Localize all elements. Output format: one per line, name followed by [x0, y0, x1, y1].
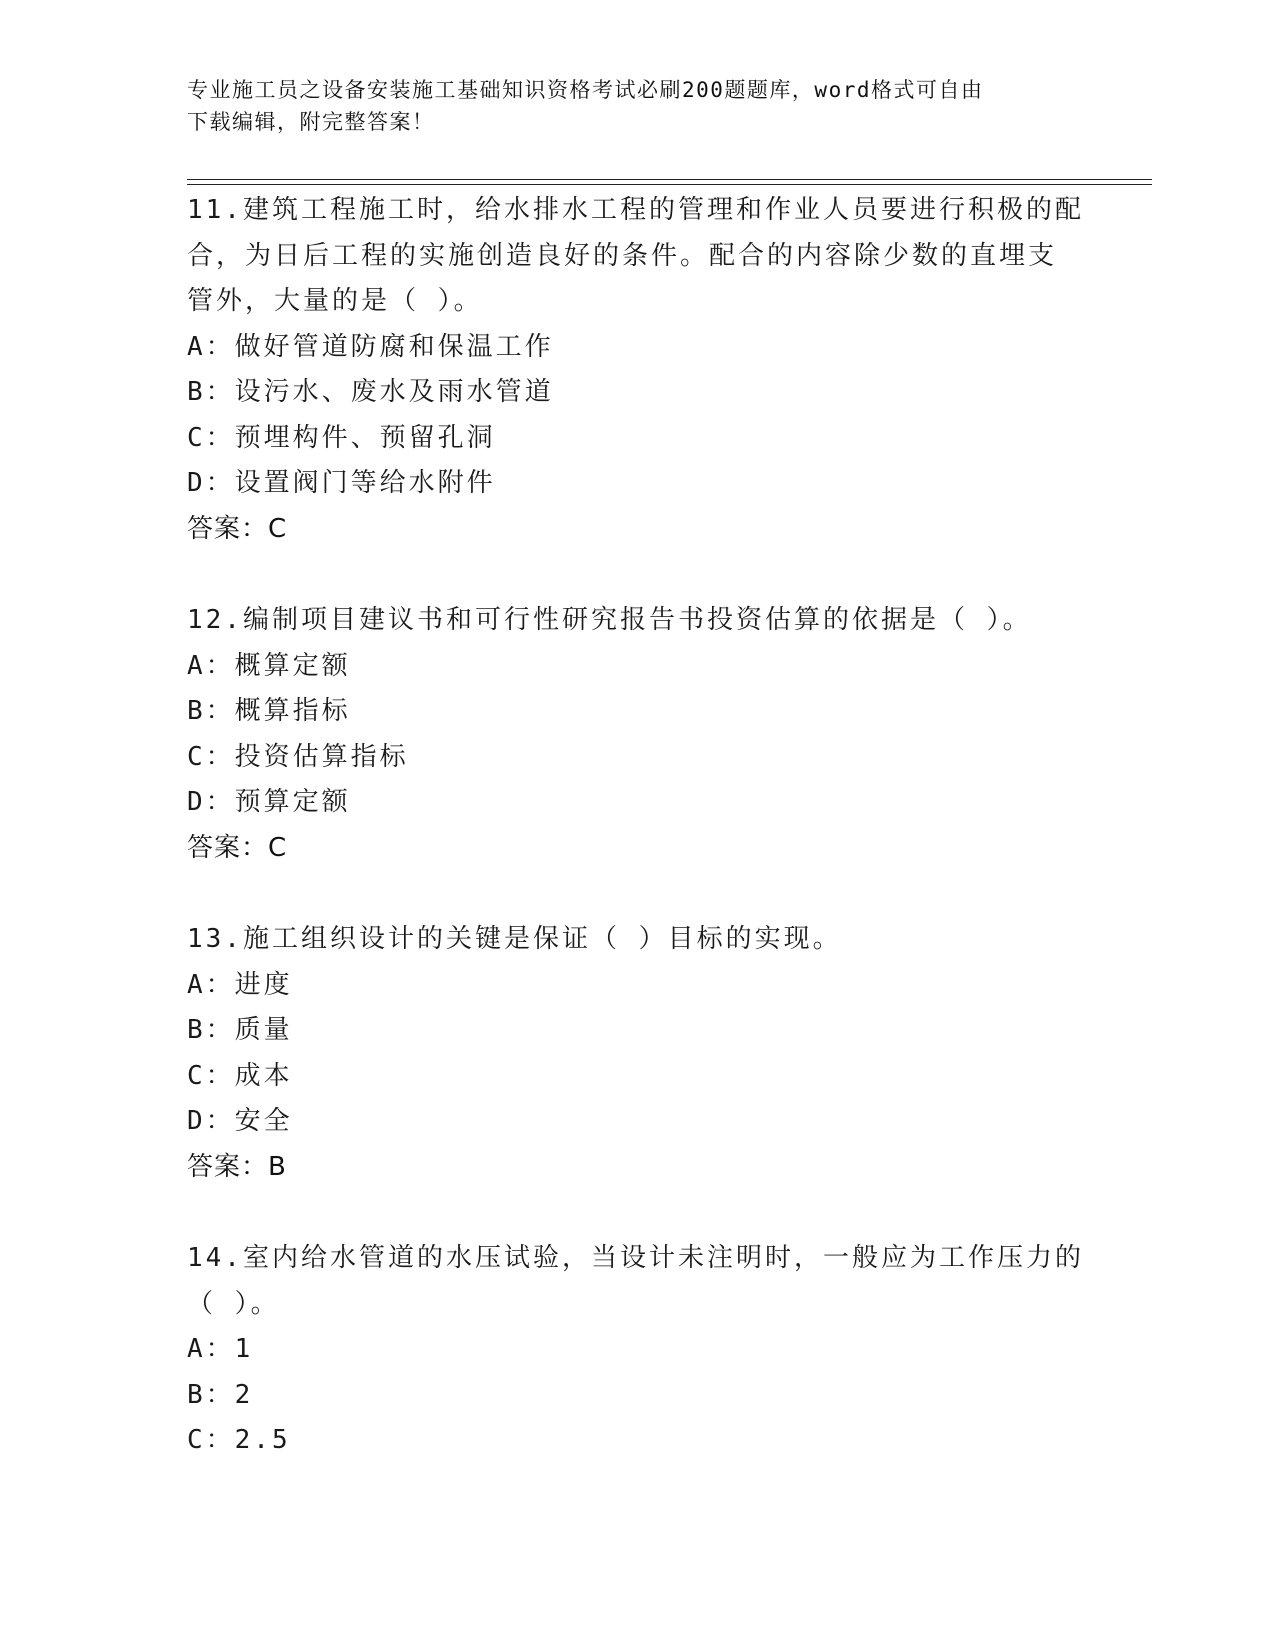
- option-c: C：预埋构件、预留孔洞: [187, 422, 496, 453]
- stem-line: 管外，大量的是（ ）。: [187, 286, 483, 316]
- answer-line: 答案：C: [187, 832, 288, 863]
- stem-line: 11.建筑工程施工时，给水排水工程的管理和作业人员要进行积极的配: [187, 195, 1084, 225]
- stem-line: 14.室内给水管道的水压试验，当设计未注明时，一般应为工作压力的: [187, 1243, 1084, 1273]
- header-line-1: 专业施工员之设备安装施工基础知识资格考试必刷200题题库，word格式可自由: [187, 78, 984, 102]
- question-stem: [187, 188, 1087, 325]
- option-a: A：进度: [187, 969, 293, 1000]
- option-d: D：安全: [187, 1106, 293, 1136]
- question-13: [187, 917, 1087, 1190]
- option-b: B：2: [187, 1379, 254, 1410]
- answer-line: 答案：B: [187, 1151, 287, 1182]
- document-header: [187, 74, 1067, 138]
- question-12: [187, 598, 1087, 871]
- option-c: C：投资估算指标: [187, 741, 409, 772]
- option-c: C：2.5: [187, 1425, 291, 1455]
- question-list: [187, 188, 1087, 1510]
- question-11: [187, 188, 1087, 552]
- header-divider-top: [187, 179, 1152, 180]
- option-b: B：质量: [187, 1015, 293, 1045]
- question-14: [187, 1236, 1087, 1464]
- stem-line: 12.编制项目建议书和可行性研究报告书投资估算的依据是（ ）。: [187, 605, 1032, 635]
- question-stem: [187, 598, 1087, 644]
- answer-line: 答案：C: [187, 513, 288, 544]
- option-b: B：设污水、废水及雨水管道: [187, 377, 554, 407]
- header-divider-bottom: [187, 184, 1152, 185]
- header-line-2: 下载编辑，附完整答案！: [187, 110, 435, 134]
- option-d: D：设置阀门等给水附件: [187, 468, 496, 498]
- option-d: D：预算定额: [187, 787, 351, 817]
- option-b: B：概算指标: [187, 696, 351, 726]
- question-stem: [187, 917, 1087, 963]
- option-a: A：做好管道防腐和保温工作: [187, 331, 554, 362]
- stem-line: 13.施工组织设计的关键是保证（ ）目标的实现。: [187, 924, 842, 954]
- option-a: A：概算定额: [187, 650, 351, 681]
- option-c: C：成本: [187, 1060, 293, 1091]
- stem-line: （ ）。: [187, 1288, 280, 1319]
- question-stem: [187, 1236, 1087, 1327]
- stem-line: 合，为日后工程的实施创造良好的条件。配合的内容除少数的直埋支: [187, 240, 1058, 271]
- option-a: A：1: [187, 1334, 254, 1364]
